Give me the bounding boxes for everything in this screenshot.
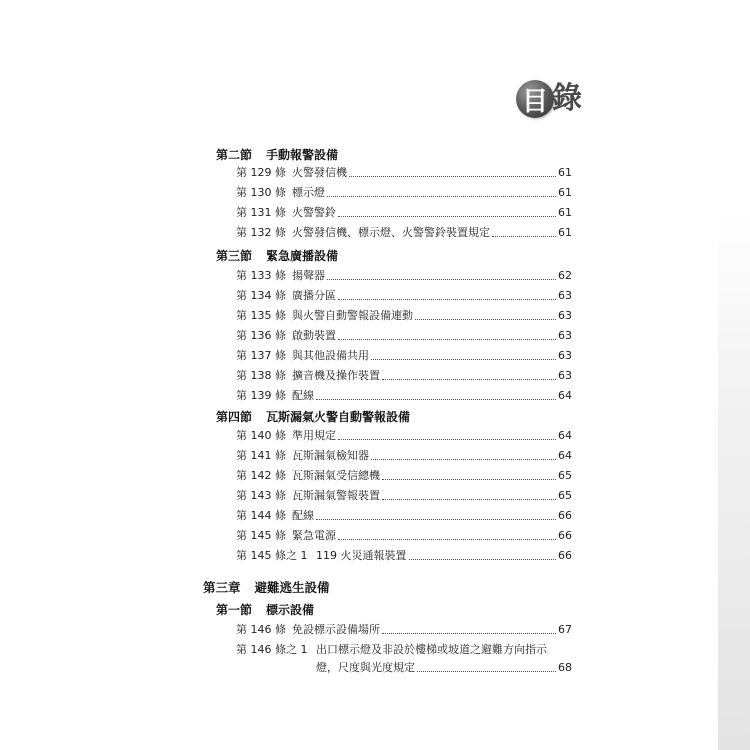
entry-title: 119 火災通報裝置 [316, 549, 407, 562]
section-heading[interactable] [216, 408, 410, 425]
section-heading[interactable] [216, 247, 338, 264]
toc-entry[interactable] [236, 348, 572, 364]
page-number: 66 [558, 529, 572, 542]
article-number: 第 145 條之 1 [236, 549, 308, 562]
toc-entry-continuation[interactable] [316, 660, 572, 676]
entry-title: 與火警自動警報設備連動 [292, 309, 413, 322]
page-number: 62 [558, 269, 572, 282]
toc-title [516, 80, 582, 118]
toc-entry[interactable] [236, 448, 572, 464]
article-number: 第 145 條 [236, 529, 286, 542]
leader-dots [382, 488, 556, 500]
toc-entry[interactable] [236, 225, 572, 241]
page-number: 67 [558, 623, 572, 636]
page-number: 63 [558, 349, 572, 362]
leader-dots [338, 205, 556, 217]
leader-dots [409, 548, 557, 560]
chapter-number: 第三章 [203, 580, 241, 595]
toc-entry[interactable] [236, 428, 572, 444]
page-number: 64 [558, 389, 572, 402]
article-number: 第 132 條 [236, 226, 286, 239]
leader-dots [327, 185, 556, 197]
article-number: 第 130 條 [236, 186, 286, 199]
leader-dots [492, 225, 556, 237]
leader-dots [382, 368, 556, 380]
toc-entry[interactable] [236, 642, 572, 658]
article-number: 第 131 條 [236, 206, 286, 219]
leader-dots [338, 428, 556, 440]
article-number: 第 136 條 [236, 329, 286, 342]
leader-dots [338, 328, 556, 340]
article-number: 第 133 條 [236, 269, 286, 282]
leader-dots [382, 468, 556, 480]
toc-entry[interactable] [236, 165, 572, 181]
article-number: 第 139 條 [236, 389, 286, 402]
entry-title: 火警發信機 [292, 166, 347, 179]
entry-title: 配線 [292, 509, 314, 522]
entry-title: 擴音機及操作裝置 [292, 369, 380, 382]
section-name: 手動報警設備 [266, 148, 339, 162]
page-number: 63 [558, 289, 572, 302]
leader-dots [316, 508, 556, 520]
section-name: 瓦斯漏氣火警自動警報設備 [266, 410, 411, 424]
entry-title: 廣播分區 [292, 289, 336, 302]
leader-dots [371, 348, 556, 360]
section-name: 標示設備 [266, 603, 315, 617]
page-number: 65 [558, 489, 572, 502]
page-number: 64 [558, 449, 572, 462]
toc-title-rest: 錄 [552, 81, 582, 116]
toc-entry[interactable] [236, 528, 572, 544]
leader-dots [338, 288, 556, 300]
toc-entry[interactable] [236, 548, 572, 564]
toc-entry[interactable] [236, 268, 572, 284]
article-number: 第 146 條之 1 [236, 643, 308, 656]
entry-title: 與其他設備共用 [292, 349, 369, 362]
page-number: 61 [558, 166, 572, 179]
section-number: 第一節 [216, 603, 253, 617]
section-number: 第三節 [216, 249, 253, 263]
entry-title: 免設標示設備場所 [292, 623, 380, 636]
entry-title: 出口標示燈及非設於樓梯或坡道之避難方向指示 [316, 643, 547, 656]
entry-title: 緊急電源 [292, 529, 336, 542]
toc-entry[interactable] [236, 288, 572, 304]
toc-entry[interactable] [236, 308, 572, 324]
entry-title: 火警發信機、標示燈、火警警鈴裝置規定 [292, 226, 490, 239]
toc-entry[interactable] [236, 508, 572, 524]
leader-dots [382, 622, 556, 634]
article-number: 第 135 條 [236, 309, 286, 322]
article-number: 第 143 條 [236, 489, 286, 502]
article-number: 第 142 條 [236, 469, 286, 482]
leader-dots [316, 388, 556, 400]
entry-title-continued: 燈，尺度與光度規定 [316, 661, 415, 674]
section-number: 第二節 [216, 148, 253, 162]
article-number: 第 134 條 [236, 289, 286, 302]
section-heading[interactable] [216, 601, 314, 618]
toc-entry[interactable] [236, 328, 572, 344]
page-number: 64 [558, 429, 572, 442]
leader-dots [415, 308, 556, 320]
toc-entry[interactable] [236, 468, 572, 484]
toc-entry[interactable] [236, 488, 572, 504]
article-number: 第 144 條 [236, 509, 286, 522]
toc-entry[interactable] [236, 622, 572, 638]
leader-dots [338, 528, 556, 540]
entry-title: 瓦斯漏氣受信總機 [292, 469, 380, 482]
leader-dots [371, 448, 556, 460]
leader-dots [349, 165, 556, 177]
leader-dots [417, 660, 556, 672]
page-number: 61 [558, 206, 572, 219]
page-number: 66 [558, 549, 572, 562]
section-number: 第四節 [216, 410, 253, 424]
chapter-heading[interactable] [203, 578, 330, 596]
entry-title: 啟動裝置 [292, 329, 336, 342]
article-number: 第 146 條 [236, 623, 286, 636]
toc-entry[interactable] [236, 205, 572, 221]
page-number: 61 [558, 226, 572, 239]
page-number: 66 [558, 509, 572, 522]
toc-entry[interactable] [236, 368, 572, 384]
entry-title: 標示燈 [292, 186, 325, 199]
page-number: 68 [558, 661, 572, 674]
entry-title: 揚聲器 [292, 269, 325, 282]
section-name: 緊急廣播設備 [266, 249, 339, 263]
toc-entry[interactable] [236, 185, 572, 201]
leader-dots [327, 268, 556, 280]
article-number: 第 138 條 [236, 369, 286, 382]
page-number: 63 [558, 369, 572, 382]
page-number: 63 [558, 329, 572, 342]
page-number: 61 [558, 186, 572, 199]
article-number: 第 137 條 [236, 349, 286, 362]
entry-title: 配線 [292, 389, 314, 402]
entry-title: 瓦斯漏氣警報裝置 [292, 489, 380, 502]
entry-title: 瓦斯漏氣檢知器 [292, 449, 369, 462]
page-number: 63 [558, 309, 572, 322]
page-number: 65 [558, 469, 572, 482]
toc-entry[interactable] [236, 388, 572, 404]
toc-title-first-char: 目 [516, 80, 554, 118]
article-number: 第 141 條 [236, 449, 286, 462]
section-heading[interactable] [216, 146, 338, 163]
chapter-name: 避難逃生設備 [254, 580, 330, 595]
article-number: 第 129 條 [236, 166, 286, 179]
article-number: 第 140 條 [236, 429, 286, 442]
entry-title: 火警警鈴 [292, 206, 336, 219]
entry-title: 準用規定 [292, 429, 336, 442]
